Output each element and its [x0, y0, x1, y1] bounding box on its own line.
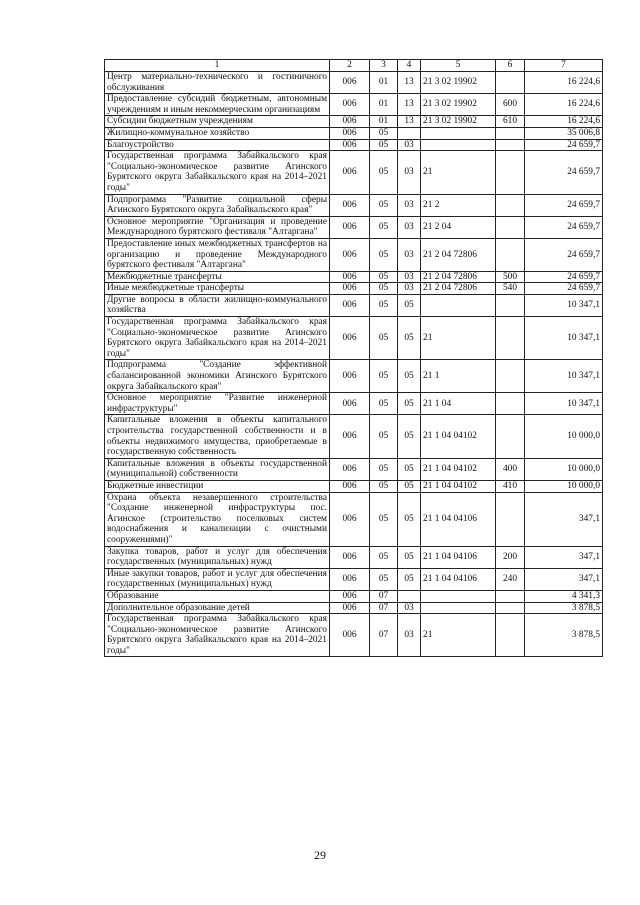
row-amount-cell: 24 659,7 [525, 238, 603, 271]
row-amount-cell: 3 878,5 [525, 614, 603, 657]
row-name-cell: Субсидии бюджетным учреждениям [105, 116, 330, 128]
row-section-cell: 07 [370, 602, 398, 614]
row-target-article-cell: 21 1 04 04102 [421, 480, 496, 492]
row-code-cell: 006 [330, 492, 370, 546]
row-code-cell: 006 [330, 546, 370, 568]
table-row [105, 415, 603, 458]
row-expense-type-cell [496, 393, 525, 415]
row-target-article-cell: 21 [421, 317, 496, 360]
row-section-cell: 01 [370, 116, 398, 128]
page-number: 29 [314, 848, 326, 862]
row-target-article-cell: 21 1 04 04106 [421, 546, 496, 568]
row-amount-cell: 24 659,7 [525, 139, 603, 151]
row-amount-cell: 10 347,1 [525, 317, 603, 360]
row-amount-cell: 3 878,5 [525, 602, 603, 614]
row-section-cell: 05 [370, 458, 398, 480]
row-subsection-cell: 03 [398, 216, 421, 238]
row-name-cell: Основное мероприятие "Организация и проведение Международного бурятского фестиваля "Алтаргана" [105, 216, 330, 238]
table-row [105, 458, 603, 480]
row-target-article-cell: 21 1 [421, 360, 496, 393]
row-subsection-cell: 05 [398, 415, 421, 458]
row-target-article-cell [421, 127, 496, 139]
row-expense-type-cell [496, 590, 525, 602]
row-section-cell: 05 [370, 546, 398, 568]
row-section-cell: 05 [370, 294, 398, 316]
row-subsection-cell: 05 [398, 393, 421, 415]
row-amount-cell: 347,1 [525, 546, 603, 568]
table-row [105, 194, 603, 216]
table-row [105, 294, 603, 316]
row-code-cell: 006 [330, 116, 370, 128]
row-expense-type-cell: 500 [496, 271, 525, 283]
row-amount-cell: 347,1 [525, 492, 603, 546]
row-name-cell: Государственная программа Забайкальского края "Социально-экономическое развитие Агинского Бурятского округа Забайкальского края на 2014–2021 годы" [105, 614, 330, 657]
row-target-article-cell: 21 2 04 72806 [421, 271, 496, 283]
row-subsection-cell [398, 590, 421, 602]
row-code-cell: 006 [330, 238, 370, 271]
row-expense-type-cell [496, 238, 525, 271]
row-target-article-cell: 21 3 02 19902 [421, 94, 496, 116]
row-target-article-cell: 21 2 [421, 194, 496, 216]
row-amount-cell: 24 659,7 [525, 216, 603, 238]
row-target-article-cell [421, 294, 496, 316]
row-expense-type-cell [496, 492, 525, 546]
row-expense-type-cell [496, 127, 525, 139]
row-code-cell: 006 [330, 602, 370, 614]
row-amount-cell: 10 000,0 [525, 480, 603, 492]
row-target-article-cell: 21 1 04 04106 [421, 568, 496, 590]
row-section-cell: 05 [370, 415, 398, 458]
row-code-cell: 006 [330, 568, 370, 590]
row-name-cell: Предоставление субсидий бюджетным, автономным учреждениям и иным некоммерческим организациям [105, 94, 330, 116]
row-target-article-cell: 21 [421, 614, 496, 657]
row-section-cell: 01 [370, 72, 398, 94]
row-code-cell: 006 [330, 127, 370, 139]
row-code-cell: 006 [330, 458, 370, 480]
row-expense-type-cell: 610 [496, 116, 525, 128]
row-subsection-cell: 05 [398, 492, 421, 546]
row-name-cell: Охрана объекта незавершенного строительства "Создание инженерной инфраструктуры пос. Агинское (строительство поселковых систем водоснабжения и канализации с очистными сооружениями)" [105, 492, 330, 546]
row-expense-type-cell [496, 139, 525, 151]
row-subsection-cell: 05 [398, 360, 421, 393]
header-col-5: 5 [421, 60, 496, 72]
row-amount-cell: 24 659,7 [525, 151, 603, 194]
row-expense-type-cell [496, 72, 525, 94]
row-section-cell: 05 [370, 238, 398, 271]
row-target-article-cell: 21 1 04 04102 [421, 458, 496, 480]
row-section-cell: 05 [370, 271, 398, 283]
row-expense-type-cell [496, 194, 525, 216]
row-amount-cell: 16 224,6 [525, 116, 603, 128]
row-amount-cell: 10 347,1 [525, 360, 603, 393]
row-name-cell: Жилищно-коммунальное хозяйство [105, 127, 330, 139]
row-target-article-cell: 21 2 04 72806 [421, 283, 496, 295]
row-name-cell: Бюджетные инвестиции [105, 480, 330, 492]
row-amount-cell: 16 224,6 [525, 94, 603, 116]
row-target-article-cell [421, 602, 496, 614]
row-target-article-cell: 21 2 04 [421, 216, 496, 238]
row-expense-type-cell [496, 294, 525, 316]
table-row [105, 360, 603, 393]
row-section-cell: 05 [370, 393, 398, 415]
budget-table [104, 59, 603, 657]
row-subsection-cell: 03 [398, 139, 421, 151]
row-amount-cell: 10 347,1 [525, 393, 603, 415]
row-name-cell: Образование [105, 590, 330, 602]
row-section-cell: 05 [370, 151, 398, 194]
header-col-6: 6 [496, 60, 525, 72]
row-code-cell: 006 [330, 72, 370, 94]
table-row [105, 590, 603, 602]
row-amount-cell: 10 000,0 [525, 458, 603, 480]
row-code-cell: 006 [330, 283, 370, 295]
table-row [105, 72, 603, 94]
row-code-cell: 006 [330, 590, 370, 602]
table-row [105, 492, 603, 546]
row-name-cell: Государственная программа Забайкальского края "Социально-экономическое развитие Агинского Бурятского округа Забайкальского края на 2014–2021 годы" [105, 317, 330, 360]
row-name-cell: Государственная программа Забайкальского края "Социально-экономическое развитие Агинского Бурятского округа Забайкальского края на 2014–2021 годы" [105, 151, 330, 194]
row-section-cell: 01 [370, 94, 398, 116]
table-row [105, 602, 603, 614]
row-expense-type-cell [496, 602, 525, 614]
table-row [105, 139, 603, 151]
row-code-cell: 006 [330, 317, 370, 360]
row-subsection-cell: 13 [398, 72, 421, 94]
row-section-cell: 07 [370, 614, 398, 657]
row-amount-cell: 35 006,8 [525, 127, 603, 139]
row-code-cell: 006 [330, 393, 370, 415]
row-expense-type-cell: 400 [496, 458, 525, 480]
row-code-cell: 006 [330, 94, 370, 116]
row-subsection-cell: 13 [398, 94, 421, 116]
row-name-cell: Другие вопросы в области жилищно-коммунального хозяйства [105, 294, 330, 316]
row-expense-type-cell [496, 360, 525, 393]
row-expense-type-cell: 540 [496, 283, 525, 295]
row-name-cell: Центр материально-технического и гостиничного обслуживания [105, 72, 330, 94]
row-code-cell: 006 [330, 360, 370, 393]
table-row [105, 393, 603, 415]
row-name-cell: Капитальные вложения в объекты капитального строительства государственной собственности и в объекты недвижимого имущества, приобретаемые в государственную собственность [105, 415, 330, 458]
row-subsection-cell: 05 [398, 458, 421, 480]
row-section-cell: 05 [370, 360, 398, 393]
row-name-cell: Благоустройство [105, 139, 330, 151]
row-name-cell: Капитальные вложения в объекты государственной (муниципальной) собственности [105, 458, 330, 480]
row-expense-type-cell: 200 [496, 546, 525, 568]
row-section-cell: 05 [370, 283, 398, 295]
row-section-cell: 05 [370, 480, 398, 492]
row-subsection-cell: 03 [398, 238, 421, 271]
row-section-cell: 05 [370, 127, 398, 139]
row-subsection-cell: 03 [398, 283, 421, 295]
row-section-cell: 05 [370, 139, 398, 151]
row-name-cell: Иные межбюджетные трансферты [105, 283, 330, 295]
row-amount-cell: 24 659,7 [525, 283, 603, 295]
row-section-cell: 07 [370, 590, 398, 602]
row-amount-cell: 16 224,6 [525, 72, 603, 94]
row-target-article-cell: 21 1 04 04106 [421, 492, 496, 546]
row-amount-cell: 10 347,1 [525, 294, 603, 316]
row-code-cell: 006 [330, 294, 370, 316]
table-row [105, 614, 603, 657]
table-row [105, 317, 603, 360]
row-subsection-cell: 03 [398, 602, 421, 614]
table-row [105, 283, 603, 295]
row-expense-type-cell [496, 216, 525, 238]
row-subsection-cell: 03 [398, 194, 421, 216]
header-col-1: 1 [105, 60, 330, 72]
row-name-cell: Предоставление иных межбюджетных трансфертов на организацию и проведение Международного бурятского фестиваля "Алтаргана" [105, 238, 330, 271]
row-subsection-cell: 05 [398, 546, 421, 568]
row-subsection-cell: 05 [398, 294, 421, 316]
row-subsection-cell: 05 [398, 480, 421, 492]
row-amount-cell: 347,1 [525, 568, 603, 590]
row-target-article-cell [421, 590, 496, 602]
row-subsection-cell: 03 [398, 151, 421, 194]
row-name-cell: Закупка товаров, работ и услуг для обеспечения государственных (муниципальных) нужд [105, 546, 330, 568]
row-subsection-cell: 05 [398, 568, 421, 590]
row-code-cell: 006 [330, 614, 370, 657]
row-target-article-cell: 21 [421, 151, 496, 194]
row-subsection-cell [398, 127, 421, 139]
row-section-cell: 05 [370, 194, 398, 216]
row-target-article-cell: 21 2 04 72806 [421, 238, 496, 271]
row-code-cell: 006 [330, 216, 370, 238]
header-col-7: 7 [525, 60, 603, 72]
header-col-4: 4 [398, 60, 421, 72]
row-subsection-cell: 03 [398, 614, 421, 657]
row-code-cell: 006 [330, 415, 370, 458]
row-code-cell: 006 [330, 480, 370, 492]
table-row [105, 546, 603, 568]
row-expense-type-cell: 240 [496, 568, 525, 590]
row-code-cell: 006 [330, 271, 370, 283]
table-row [105, 94, 603, 116]
table-row [105, 116, 603, 128]
table-row [105, 151, 603, 194]
table-body [105, 72, 603, 657]
row-subsection-cell: 13 [398, 116, 421, 128]
row-name-cell: Межбюджетные трансферты [105, 271, 330, 283]
table-row [105, 271, 603, 283]
row-target-article-cell: 21 3 02 19902 [421, 116, 496, 128]
row-subsection-cell: 03 [398, 271, 421, 283]
row-target-article-cell [421, 139, 496, 151]
row-code-cell: 006 [330, 151, 370, 194]
row-section-cell: 05 [370, 216, 398, 238]
header-col-2: 2 [330, 60, 370, 72]
row-section-cell: 05 [370, 492, 398, 546]
row-expense-type-cell [496, 151, 525, 194]
row-amount-cell: 24 659,7 [525, 194, 603, 216]
row-name-cell: Основное мероприятие "Развитие инженерной инфраструктуры" [105, 393, 330, 415]
row-subsection-cell: 05 [398, 317, 421, 360]
row-amount-cell: 24 659,7 [525, 271, 603, 283]
row-amount-cell: 4 341,3 [525, 590, 603, 602]
table-row [105, 238, 603, 271]
table-row [105, 216, 603, 238]
row-expense-type-cell: 410 [496, 480, 525, 492]
row-target-article-cell: 21 1 04 [421, 393, 496, 415]
table-row [105, 480, 603, 492]
row-target-article-cell: 21 1 04 04102 [421, 415, 496, 458]
row-expense-type-cell [496, 415, 525, 458]
row-section-cell: 05 [370, 568, 398, 590]
row-target-article-cell: 21 3 02 19902 [421, 72, 496, 94]
row-code-cell: 006 [330, 139, 370, 151]
row-expense-type-cell [496, 614, 525, 657]
row-name-cell: Иные закупки товаров, работ и услуг для обеспечения государственных (муниципальных) нужд [105, 568, 330, 590]
row-amount-cell: 10 000,0 [525, 415, 603, 458]
row-name-cell: Подпрограмма "Развитие социальной сферы Агинского Бурятского округа Забайкальского края" [105, 194, 330, 216]
row-section-cell: 05 [370, 317, 398, 360]
header-row [105, 60, 603, 72]
row-code-cell: 006 [330, 194, 370, 216]
row-expense-type-cell: 600 [496, 94, 525, 116]
table-row [105, 127, 603, 139]
table-row [105, 568, 603, 590]
row-name-cell: Подпрограмма "Создание эффективной сбалансированной экономики Агинского Бурятского округа Забайкальского края" [105, 360, 330, 393]
row-expense-type-cell [496, 317, 525, 360]
row-name-cell: Дополнительное образование детей [105, 602, 330, 614]
header-col-3: 3 [370, 60, 398, 72]
